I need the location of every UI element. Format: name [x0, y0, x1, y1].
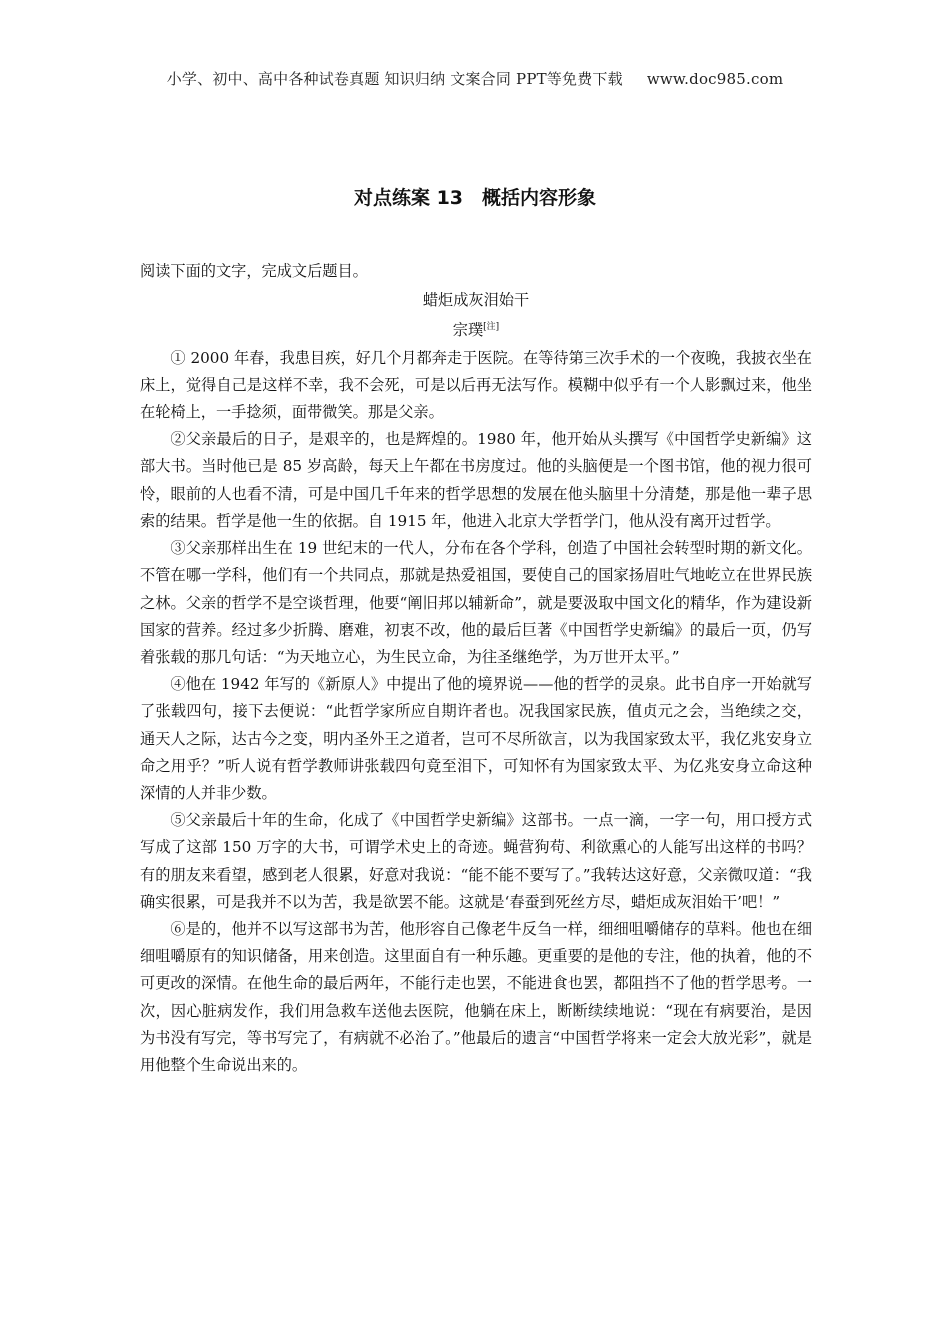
paragraph-2: ②父亲最后的日子，是艰辛的，也是辉煌的。1980 年，他开始从头撰写《中国哲学史新编》这部大书。当时他已是 85 岁高龄，每天上午都在书房度过。他的头脑便是一个图书馆，他的视力很可怜，眼前的人也看不清，可是中国几千年来的哲学思想的发展在他头脑里十分清楚，那是他一辈子思索的结果。哲学是他一生的依据。自 1915 年，他进入北京大学哲学门，他从没有离开过哲学。: [140, 430, 812, 530]
paragraph-6: ⑥是的，他并不以写这部书为苦，他形容自己像老牛反刍一样，细细咀嚼储存的草料。他也在细细咀嚼原有的知识储备，用来创造。这里面自有一种乐趣。更重要的是他的专注，他的执着，他的不可更改的深情。在他生命的最后两年，不能行走也罢，不能进食也罢，都阻挡不了他的哲学思考。一次，因心脏病发作，我们用急救车送他去医院，他躺在床上，断断续续地说：“现在有病要治，是因为书没有写完，等书写完了，有病就不必治了。”他最后的遗言“中国哲学将来一定会大放光彩”，就是用他整个生命说出来的。: [140, 919, 812, 1074]
paragraph-3: ③父亲那样出生在 19 世纪末的一代人，分布在各个学科，创造了中国社会转型时期的新文化。不管在哪一学科，他们有一个共同点，那就是热爱祖国，要使自己的国家扬眉吐气地屹立在世界民族之林。父亲的哲学不是空谈哲理，他要“阐旧邦以辅新命”，就是要汲取中国文化的精华，作为建设新国家的营养。经过多少折腾、磨难，初衷不改，他的最后巨著《中国哲学史新编》的最后一页，仍写着张载的那几句话：“为天地立心，为生民立命，为往圣继绝学，为万世开太平。”: [140, 539, 812, 666]
author-footnote-marker: [注]: [483, 322, 500, 333]
page-header: [0, 68, 950, 89]
paragraph-1: ① 2000 年春，我患目疾，好几个月都奔走于医院。在等待第三次手术的一个夜晚，我披衣坐在床上，觉得自己是这样不幸，我不会死，可是以后再无法写作。模糊中似乎有一个人影飘过来，他坐在轮椅上，一手捻须，面带微笑。那是父亲。: [140, 348, 812, 422]
document-body: [140, 258, 812, 1079]
paragraph-5: ⑤父亲最后十年的生命，化成了《中国哲学史新编》这部书。一点一滴，一字一句，用口授方式写成了这部 150 万字的大书，可谓学术史上的奇迹。蝇营狗苟、利欲熏心的人能写出这样的书吗？有的朋友来看望，感到老人很累，好意对我说：“能不能不要写了。”我转达这好意，父亲微叹道：“我确实很累，可是我并不以为苦，我是欲罢不能。这就是‘春蚕到死丝方尽，蜡炬成灰泪始干’吧！”: [140, 811, 812, 911]
instruction: 阅读下面的文字，完成文后题目。: [140, 262, 368, 280]
author-line: [140, 314, 812, 344]
page-title: 对点练案 13 概括内容形象: [353, 187, 597, 209]
article-title: 蜡炬成灰泪始干: [422, 291, 530, 310]
paragraph-4: ④他在 1942 年写的《新原人》中提出了他的境界说——他的哲学的灵泉。此书自序一开始就写了张载四句，接下去便说：“此哲学家所应自期许者也。况我国家民族，值贞元之会，当绝续之交，通天人之际，达古今之变，明内圣外王之道者，岂可不尽所欲言，以为我国家致太平，我亿兆安身立命之用乎？”听人说有哲学教师讲张载四句竟至泪下，可知怀有为国家致太平、为亿兆安身立命这种深情的人并非少数。: [140, 675, 812, 802]
author-name: 宗璞: [452, 321, 484, 340]
header-banner: 小学、初中、高中各种试卷真题 知识归纳 文案合同 PPT等免费下载: [166, 70, 623, 88]
header-site-link[interactable]: www.doc985.com: [646, 70, 784, 88]
